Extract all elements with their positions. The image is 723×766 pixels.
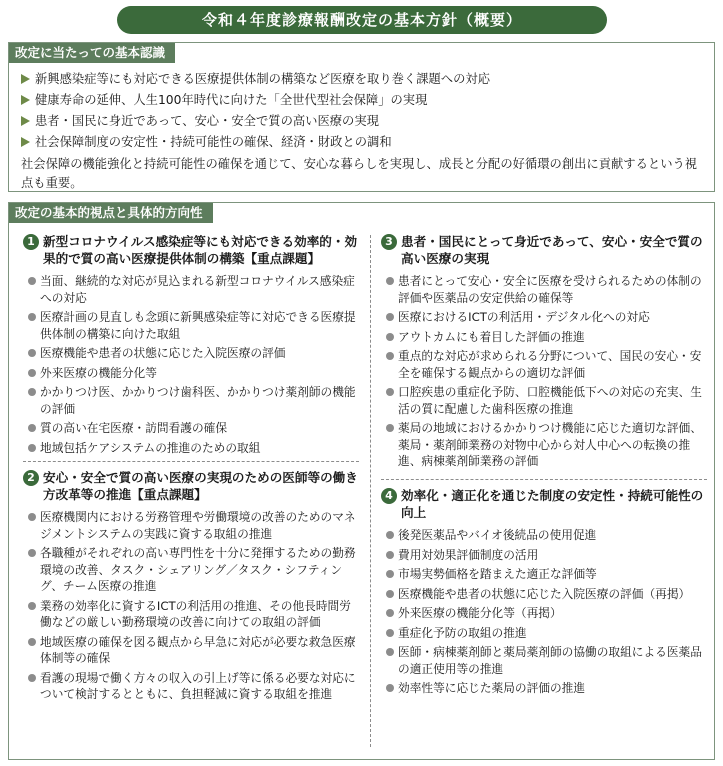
list-item: 業務の効率化に資するICTの利活用の推進、その他長時間労働などの厳しい勤務環境の改善に向けての取組の評価: [23, 598, 361, 631]
triangle-bullet-icon: [21, 74, 30, 84]
basic-recognition-summary: 社会保障の機能強化と持続可能性の確保を通じて、安心な暮らしを実現し、成長と分配の好循環の創出に貢献するという視点も重要。: [21, 157, 698, 190]
dot-bullet-icon: [386, 424, 394, 432]
directions-header: 改定の基本的視点と具体的方向性: [9, 203, 213, 223]
number-badge-icon: 1: [23, 234, 39, 250]
dot-bullet-icon: [28, 638, 36, 646]
list-item: 健康寿命の延伸、人生100年時代に向けた「全世代型社会保障」の実現: [21, 90, 701, 111]
basic-recognition-box: [8, 42, 715, 192]
list-item: 医師・病棟薬剤師と薬局薬剤師の協働の取組による医薬品の適正使用等の推進: [381, 644, 707, 677]
list-item: 医療機能や患者の状態に応じた入院医療の評価（再掲）: [381, 586, 707, 603]
dot-bullet-icon: [386, 277, 394, 285]
basic-recognition-list: [21, 69, 701, 153]
list-item: 医療機能や患者の状態に応じた入院医療の評価: [23, 345, 361, 362]
list-item: 新興感染症等にも対応できる医療提供体制の構築など医療を取り巻く課題への対応: [21, 69, 701, 90]
list-item: 患者・国民に身近であって、安心・安全で質の高い医療の実現: [21, 111, 701, 132]
section-title: 4 効率化・適正化を通じた制度の安定性・持続可能性の向上: [381, 487, 707, 521]
dot-bullet-icon: [28, 602, 36, 610]
dot-bullet-icon: [28, 513, 36, 521]
dot-bullet-icon: [386, 570, 394, 578]
dot-bullet-icon: [28, 444, 36, 452]
column-divider: [370, 235, 371, 747]
list-item: 医療計画の見直しも念頭に新興感染症等に対応できる医療提供体制の構築に向けた取組: [23, 309, 361, 342]
list-item: 医療におけるICTの利活用・デジタル化への対応: [381, 309, 707, 326]
list-item: 重点的な対応が求められる分野について、国民の安心・安全を確保する観点からの適切な評価: [381, 348, 707, 381]
dot-bullet-icon: [28, 369, 36, 377]
section-title: 1 新型コロナウイルス感染症等にも対応できる効率的・効果的で質の高い医療提供体制の構築【重点課題】: [23, 233, 361, 267]
list-item: 市場実勢価格を踏まえた適正な評価等: [381, 566, 707, 583]
list-item: 患者にとって安心・安全に医療を受けられるための体制の評価や医薬品の安定供給の確保等: [381, 273, 707, 306]
dot-bullet-icon: [28, 313, 36, 321]
section-title: 2 安心・安全で質の高い医療の実現のための医師等の働き方改革等の推進【重点課題】: [23, 469, 361, 503]
dot-bullet-icon: [28, 674, 36, 682]
section-4: [381, 487, 707, 700]
list-item: アウトカムにも着目した評価の推進: [381, 329, 707, 346]
list-item: 後発医薬品やバイオ後続品の使用促進: [381, 527, 707, 544]
list-item: 効率性等に応じた薬局の評価の推進: [381, 680, 707, 697]
triangle-bullet-icon: [21, 137, 30, 147]
dot-bullet-icon: [386, 684, 394, 692]
section-title: 3 患者・国民にとって身近であって、安心・安全で質の高い医療の実現: [381, 233, 707, 267]
section-2: [23, 469, 361, 706]
page-title: 令和４年度診療報酬改定の基本方針（概要）: [117, 6, 607, 34]
directions-box: [8, 202, 715, 760]
dot-bullet-icon: [386, 648, 394, 656]
list-item: 外来医療の機能分化等: [23, 365, 361, 382]
number-badge-icon: 2: [23, 470, 39, 486]
list-item: 費用対効果評価制度の活用: [381, 547, 707, 564]
section-list: [23, 273, 361, 456]
list-item: 薬局の地域におけるかかりつけ機能に応じた適切な評価、薬局・薬剤師業務の対物中心から対人中心への転換の推進、病棟薬剤師業務の評価: [381, 420, 707, 470]
section-divider: [23, 461, 359, 462]
dot-bullet-icon: [386, 388, 394, 396]
list-item: 口腔疾患の重症化予防、口腔機能低下への対応の充実、生活の質に配慮した歯科医療の推進: [381, 384, 707, 417]
dot-bullet-icon: [386, 313, 394, 321]
list-item: 外来医療の機能分化等（再掲）: [381, 605, 707, 622]
dot-bullet-icon: [28, 349, 36, 357]
list-item: 地域医療の確保を図る観点から早急に対応が必要な救急医療体制等の確保: [23, 634, 361, 667]
list-item: かかりつけ医、かかりつけ歯科医、かかりつけ薬剤師の機能の評価: [23, 384, 361, 417]
list-item: 地域包括ケアシステムの推進のための取組: [23, 440, 361, 457]
list-item: 質の高い在宅医療・訪問看護の確保: [23, 420, 361, 437]
triangle-bullet-icon: [21, 116, 30, 126]
dot-bullet-icon: [386, 551, 394, 559]
number-badge-icon: 4: [381, 488, 397, 504]
dot-bullet-icon: [28, 549, 36, 557]
dot-bullet-icon: [386, 609, 394, 617]
dot-bullet-icon: [386, 590, 394, 598]
list-item: 医療機関内における労務管理や労働環境の改善のためのマネジメントシステムの実践に資する取組の推進: [23, 509, 361, 542]
section-1: [23, 233, 361, 459]
dot-bullet-icon: [386, 531, 394, 539]
dot-bullet-icon: [28, 277, 36, 285]
dot-bullet-icon: [28, 388, 36, 396]
list-item: 重症化予防の取組の推進: [381, 625, 707, 642]
number-badge-icon: 3: [381, 234, 397, 250]
list-item: 社会保障制度の安定性・持続可能性の確保、経済・財政との調和: [21, 132, 701, 153]
list-item: 看護の現場で働く方々の収入の引上げ等に係る必要な対応について検討するとともに、負担軽減に資する取組を推進: [23, 670, 361, 703]
triangle-bullet-icon: [21, 95, 30, 105]
section-list: [381, 527, 707, 697]
dot-bullet-icon: [386, 352, 394, 360]
dot-bullet-icon: [386, 629, 394, 637]
dot-bullet-icon: [28, 424, 36, 432]
dot-bullet-icon: [386, 333, 394, 341]
list-item: 各職種がそれぞれの高い専門性を十分に発揮するための勤務環境の改善、タスク・シェアリング／タスク・シフティング、チーム医療の推進: [23, 545, 361, 595]
section-divider: [381, 479, 707, 480]
section-list: [23, 509, 361, 703]
list-item: 当面、継続的な対応が見込まれる新型コロナウイルス感染症への対応: [23, 273, 361, 306]
section-3: [381, 233, 707, 473]
section-list: [381, 273, 707, 470]
basic-recognition-header: 改定に当たっての基本認識: [9, 43, 175, 63]
